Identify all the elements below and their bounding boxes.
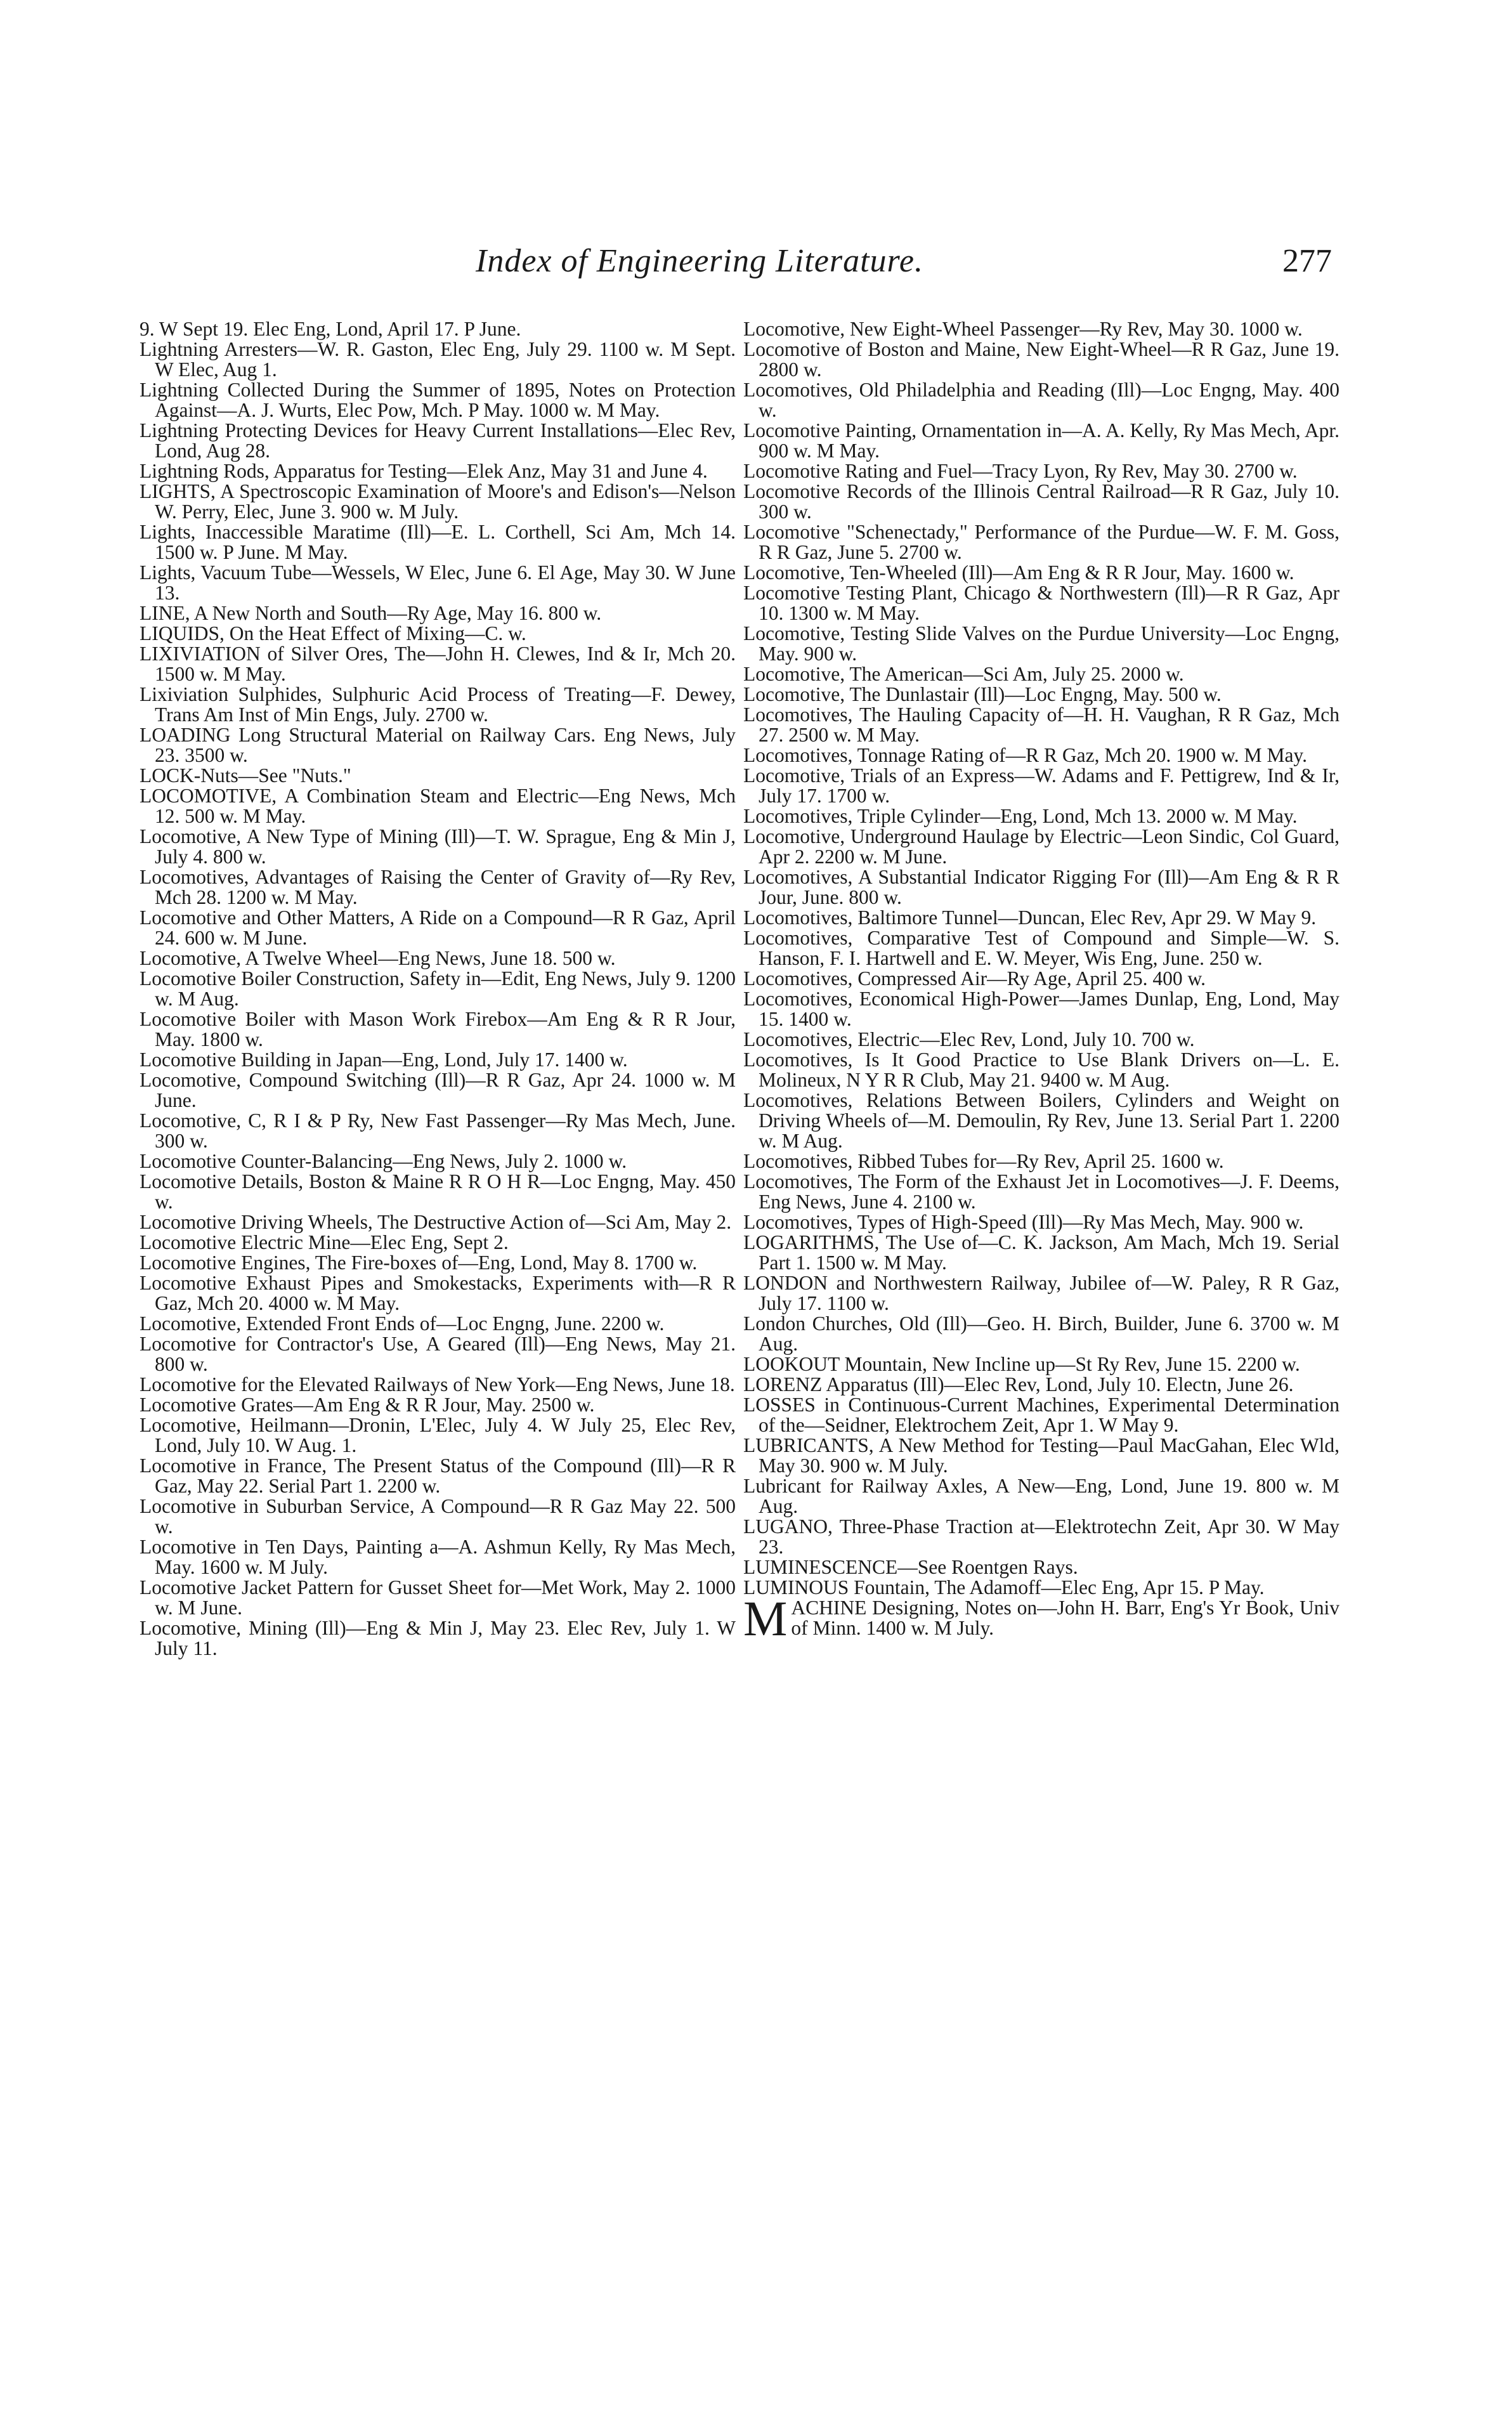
index-entry: Locomotive, Ten-Wheeled (Ill)—Am Eng & R R Jour, May. 1600 w. [743, 561, 1294, 584]
index-entry: Locomotive in France, The Present Status of the Compound (Ill)—R R Gaz, May 22. Serial Part 1. 2200 w. [140, 1454, 736, 1497]
index-entry: Locomotive for the Elevated Railways of New York—Eng News, June 18. [140, 1373, 735, 1395]
index-entry: LORENZ Apparatus (Ill)—Elec Rev, Lond, July 10. Electn, June 26. [743, 1373, 1294, 1395]
index-entry: Locomotive for Contractor's Use, A Geared (Ill)—Eng News, May 21. 800 w. [140, 1333, 736, 1375]
index-entry: LUBRICANTS, A New Method for Testing—Paul MacGahan, Elec Wld, May 30. 900 w. M July. [743, 1434, 1339, 1477]
index-entry: LUMINOUS Fountain, The Adamoff—Elec Eng, Apr 15. P May. [743, 1576, 1265, 1598]
index-entry: LOGARITHMS, The Use of—C. K. Jackson, Am Mach, Mch 19. Serial Part 1. 1500 w. M May. [743, 1231, 1339, 1274]
index-entry: Locomotives, Economical High-Power—James Dunlap, Eng, Lond, May 15. 1400 w. [743, 988, 1339, 1030]
index-entry: Locomotive, The Dunlastair (Ill)—Loc Engng, May. 500 w. [743, 683, 1222, 705]
index-entry: Locomotive Jacket Pattern for Gusset Sheet for—Met Work, May 2. 1000 w. M June. [140, 1576, 736, 1619]
index-entry: Locomotives, Is It Good Practice to Use Blank Drivers on—L. E. Molineux, N Y R R Club, May 21. 9400 w. M Aug. [743, 1049, 1339, 1091]
index-entry: Locomotive Rating and Fuel—Tracy Lyon, Ry Rev, May 30. 2700 w. [743, 460, 1298, 482]
index-entry: Locomotive, Heilmann—Dronin, L'Elec, July 4. W July 25, Elec Rev, Lond, July 10. W Aug. 1. [140, 1414, 736, 1456]
index-entry: LOADING Long Structural Material on Railway Cars. Eng News, July 23. 3500 w. [140, 724, 736, 766]
index-entry: Locomotives, Relations Between Boilers, Cylinders and Weight on Driving Wheels of—M. Demoulin, Ry Rev, June 13. Serial Part 1. 2200 w. M Aug. [743, 1089, 1339, 1152]
index-entry: Locomotive, Testing Slide Valves on the Purdue University—Loc Engng, May. 900 w. [743, 622, 1339, 665]
index-entry: LINE, A New North and South—Ry Age, May 16. 800 w. [140, 602, 602, 624]
index-entry: Locomotive Counter-Balancing—Eng News, July 2. 1000 w. [140, 1150, 627, 1172]
index-entry: Locomotive Driving Wheels, The Destructive Action of—Sci Am, May 2. [140, 1211, 732, 1233]
running-header [152, 242, 1332, 293]
index-entry: Lubricant for Railway Axles, A New—Eng, Lond, June 19. 800 w. M Aug. [743, 1475, 1339, 1517]
index-entry: Lights, Vacuum Tube—Wessels, W Elec, June 6. El Age, May 30. W June 13. [140, 561, 736, 604]
index-entry: Locomotive Building in Japan—Eng, Lond, July 17. 1400 w. [140, 1049, 628, 1071]
index-entry: 9. W Sept 19. Elec Eng, Lond, April 17. P June. [140, 318, 521, 340]
index-entry: LOOKOUT Mountain, New Incline up—St Ry Rev, June 15. 2200 w. [743, 1353, 1300, 1375]
index-entry: Locomotives, Electric—Elec Rev, Lond, July 10. 700 w. [743, 1028, 1195, 1050]
index-entry: Locomotive, New Eight-Wheel Passenger—Ry Rev, May 30. 1000 w. [743, 318, 1303, 340]
index-entry: Locomotive, Underground Haulage by Electric—Leon Sindic, Col Guard, Apr 2. 2200 w. M June. [743, 825, 1339, 868]
index-entry: Locomotive in Ten Days, Painting a—A. Ashmun Kelly, Ry Mas Mech, May. 1600 w. M July. [140, 1536, 736, 1578]
index-entry: Locomotive, Trials of an Express—W. Adams and F. Pettigrew, Ind & Ir, July 17. 1700 w. [743, 764, 1339, 807]
index-entry: LUMINESCENCE—See Roentgen Rays. [743, 1556, 1078, 1578]
index-entry: Locomotive, C, R I & P Ry, New Fast Passenger—Ry Mas Mech, June. 300 w. [140, 1109, 736, 1152]
left-column [140, 319, 736, 1659]
index-entry: Locomotive Grates—Am Eng & R R Jour, May. 2500 w. [140, 1394, 595, 1416]
index-entry: Locomotives, The Form of the Exhaust Jet in Locomotives—J. F. Deems, Eng News, June 4. 2100 w. [743, 1170, 1339, 1213]
index-entry: Locomotive, The American—Sci Am, July 25. 2000 w. [743, 663, 1184, 685]
index-entry: LOSSES in Continuous-Current Machines, Experimental Determination of the—Seidner, Elektrochem Zeit, Apr 1. W May 9. [743, 1394, 1339, 1436]
index-entry: Lightning Collected During the Summer of 1895, Notes on Protection Against—A. J. Wurts, Elec Pow, Mch. P May. 1000 w. M May. [140, 379, 736, 421]
index-entry: Locomotives, Tonnage Rating of—R R Gaz, Mch 20. 1900 w. M May. [743, 744, 1308, 766]
index-entry: Locomotive Electric Mine—Elec Eng, Sept 2. [140, 1231, 509, 1253]
drop-cap-entry-text: ACHINE Designing, Notes on—John H. Barr, Eng's Yr Book, Univ of Minn. 1400 w. M July. [791, 1597, 1339, 1639]
index-entry: Locomotive and Other Matters, A Ride on a Compound—R R Gaz, April 24. 600 w. M June. [140, 906, 736, 949]
index-entry: Locomotive Boiler with Mason Work Firebox—Am Eng & R R Jour, May. 1800 w. [140, 1008, 736, 1050]
index-entry: Lightning Arresters—W. R. Gaston, Elec Eng, July 29. 1100 w. M Sept. W Elec, Aug 1. [140, 338, 736, 381]
index-entry: Locomotives, Compressed Air—Ry Age, April 25. 400 w. [743, 967, 1206, 990]
index-entry: Locomotives, The Hauling Capacity of—H. H. Vaughan, R R Gaz, Mch 27. 2500 w. M May. [743, 703, 1339, 746]
index-entry: Lights, Inaccessible Maratime (Ill)—E. L. Corthell, Sci Am, Mch 14. 1500 w. P June. M May. [140, 521, 736, 563]
index-entry: Locomotive, A Twelve Wheel—Eng News, June 18. 500 w. [140, 947, 616, 969]
index-entry: LONDON and Northwestern Railway, Jubilee of—W. Paley, R R Gaz, July 17. 1100 w. [743, 1272, 1339, 1314]
index-entry: Locomotive Details, Boston & Maine R R O H R—Loc Engng, May. 450 w. [140, 1170, 736, 1213]
index-entry: Locomotives, Old Philadelphia and Reading (Ill)—Loc Engng, May. 400 w. [743, 379, 1339, 421]
index-entry: Locomotives, Advantages of Raising the Center of Gravity of—Ry Rev, Mch 28. 1200 w. M May. [140, 866, 736, 908]
drop-cap-letter: M [743, 1591, 788, 1646]
index-entry: Locomotive Boiler Construction, Safety in—Edit, Eng News, July 9. 1200 w. M Aug. [140, 967, 736, 1010]
page-title: Index of Engineering Literature. [476, 243, 923, 279]
index-entry-dropcap [743, 1591, 1339, 1646]
index-entry: Lightning Rods, Apparatus for Testing—Elek Anz, May 31 and June 4. [140, 460, 708, 482]
index-entry: Locomotive of Boston and Maine, New Eight-Wheel—R R Gaz, June 19. 2800 w. [743, 338, 1339, 381]
index-entry: London Churches, Old (Ill)—Geo. H. Birch, Builder, June 6. 3700 w. M Aug. [743, 1312, 1339, 1355]
index-entry: Locomotive Engines, The Fire-boxes of—Eng, Lond, May 8. 1700 w. [140, 1251, 698, 1274]
index-entry: Locomotive Testing Plant, Chicago & Northwestern (Ill)—R R Gaz, Apr 10. 1300 w. M May. [743, 582, 1339, 624]
index-entry: LIQUIDS, On the Heat Effect of Mixing—C. w. [140, 622, 526, 644]
index-entry: Locomotive, Extended Front Ends of—Loc Engng, June. 2200 w. [140, 1312, 665, 1335]
index-entry: Locomotives, Triple Cylinder—Eng, Lond, Mch 13. 2000 w. M May. [743, 805, 1298, 827]
index-entry: Locomotive Exhaust Pipes and Smokestacks, Experiments with—R R Gaz, Mch 20. 4000 w. M May. [140, 1272, 736, 1314]
index-entry: Locomotive "Schenectady," Performance of the Purdue—W. F. M. Goss, R R Gaz, June 5. 2700 w. [743, 521, 1339, 563]
index-entry: Locomotive, A New Type of Mining (Ill)—T. W. Sprague, Eng & Min J, July 4. 800 w. [140, 825, 736, 868]
index-entry: Locomotive, Compound Switching (Ill)—R R Gaz, Apr 24. 1000 w. M June. [140, 1069, 736, 1111]
index-entry: Lixiviation Sulphides, Sulphuric Acid Process of Treating—F. Dewey, Trans Am Inst of Min Engs, July. 2700 w. [140, 683, 736, 726]
index-entry: Locomotives, A Substantial Indicator Rigging For (Ill)—Am Eng & R R Jour, June. 800 w. [743, 866, 1339, 908]
page-number: 277 [1282, 243, 1332, 279]
index-entry: LUGANO, Three-Phase Traction at—Elektrotechn Zeit, Apr 30. W May 23. [743, 1515, 1339, 1558]
index-entry: LIGHTS, A Spectroscopic Examination of Moore's and Edison's—Nelson W. Perry, Elec, June 3. 900 w. M July. [140, 480, 736, 523]
index-entry: Locomotives, Comparative Test of Compound and Simple—W. S. Hanson, F. I. Hartwell and E. W. Meyer, Wis Eng, June. 250 w. [743, 927, 1339, 969]
right-column [743, 318, 1339, 1646]
index-entry: Locomotive in Suburban Service, A Compound—R R Gaz May 22. 500 w. [140, 1495, 736, 1538]
index-entry: LIXIVIATION of Silver Ores, The—John H. Clewes, Ind & Ir, Mch 20. 1500 w. M May. [140, 643, 736, 685]
index-entry: Locomotive, Mining (Ill)—Eng & Min J, May 23. Elec Rev, July 1. W July 11. [140, 1617, 736, 1659]
index-entry: Locomotive Painting, Ornamentation in—A. A. Kelly, Ry Mas Mech, Apr. 900 w. M May. [743, 419, 1339, 462]
index-entry: Lightning Protecting Devices for Heavy Current Installations—Elec Rev, Lond, Aug 28. [140, 419, 736, 462]
index-entry: Locomotives, Baltimore Tunnel—Duncan, Elec Rev, Apr 29. W May 9. [743, 906, 1317, 929]
index-entry: Locomotive Records of the Illinois Central Railroad—R R Gaz, July 10. 300 w. [743, 480, 1339, 523]
index-entry: LOCK-Nuts—See "Nuts." [140, 764, 351, 787]
index-entry: Locomotives, Types of High-Speed (Ill)—Ry Mas Mech, May. 900 w. [743, 1211, 1304, 1233]
index-entry: Locomotives, Ribbed Tubes for—Ry Rev, April 25. 1600 w. [743, 1150, 1224, 1172]
index-entry: LOCOMOTIVE, A Combination Steam and Electric—Eng News, Mch 12. 500 w. M May. [140, 785, 736, 827]
